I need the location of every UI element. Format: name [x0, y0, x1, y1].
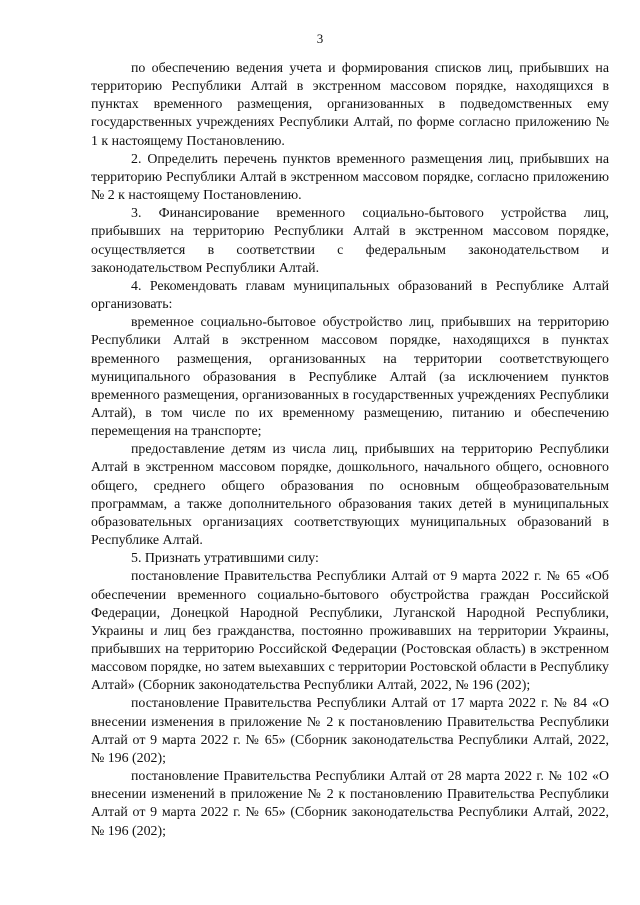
repealed-act-3: постановление Правительства Республики Алтай от 28 марта 2022 г. № 102 «О внесении изменений в приложение № 2 к постановлению Правительства Республики Алтай от 9 марта 2022 г. № 65» (Сборник законодательства Республики Алтай, 2022, № 196 (202);: [91, 769, 609, 839]
paragraph-item-5: 5. Признать утратившими силу:: [131, 551, 319, 567]
paragraph-item-4-subitem-2: предоставление детям из числа лиц, прибывших на территорию Республики Алтай в экстренном массовом порядке, дошкольного, начального общего, основного общего, среднего общего образования по основным общеобразовательным программам, а также дополнительного образования таких детей в муниципальных образовательных организациях соответствующих муниципальных образований в Республике Алтай.: [91, 442, 609, 549]
document-body: [91, 60, 609, 841]
repealed-act-1: постановление Правительства Республики Алтай от 9 марта 2022 г. № 65 «Об обеспечении временного социально-бытового обустройства граждан Российской Федерации, Донецкой Народной Республики, Луганской Народной Республики, Украины и лиц без гражданства, постоянно проживавших на территории Украины, прибывших на территорию Российской Федерации (Ростовская область) в экстренном массовом порядке, но затем выехавших с территории Ростовской области в Республику Алтай» (Сборник законодательства Республики Алтай, 2022, № 196 (202);: [91, 569, 609, 694]
paragraph-item-4: 4. Рекомендовать главам муниципальных образований в Республике Алтай организовать:: [91, 278, 609, 313]
paragraph-item-3: 3. Финансирование временного социально-бытового устройства лиц, прибывших на территорию Республики Алтай в экстренном массовом порядке, осуществляется в соответствии с федеральным законодательством и законодательством Республики Алтай.: [91, 206, 609, 276]
paragraph-item-2: 2. Определить перечень пунктов временного размещения лиц, прибывших на территорию Республики Алтай в экстренном массовом порядке, согласно приложению № 2 к настоящему Постановлению.: [91, 151, 609, 204]
paragraph-item-4-subitem-1: временное социально-бытовое обустройство лиц, прибывших на территорию Республики Алтай в экстренном массовом порядке, находящихся в пунктах временного размещения, организованных на территории соответствующего муниципального образования в Республике Алтай (за исключением пунктов временного размещения, организованных в государственных учреждениях Республики Алтай), в том числе по их временному размещению, питанию и обеспечению перемещения на транспорте;: [91, 315, 609, 440]
paragraph-continuation: по обеспечению ведения учета и формирования списков лиц, прибывших на территорию Республики Алтай в экстренном массовом порядке, находящихся в пунктах временного размещения, организованных в подведомственных ему государственных учреждениях Республики Алтай, по форме согласно приложению № 1 к настоящему Постановлению.: [91, 61, 609, 149]
page-number: 3: [316, 31, 324, 46]
repealed-act-2: постановление Правительства Республики Алтай от 17 марта 2022 г. № 84 «О внесении изменения в приложение № 2 к постановлению Правительства Республики Алтай от 9 марта 2022 г. № 65» (Сборник законодательства Республики Алтай, 2022, № 196 (202);: [91, 696, 609, 766]
